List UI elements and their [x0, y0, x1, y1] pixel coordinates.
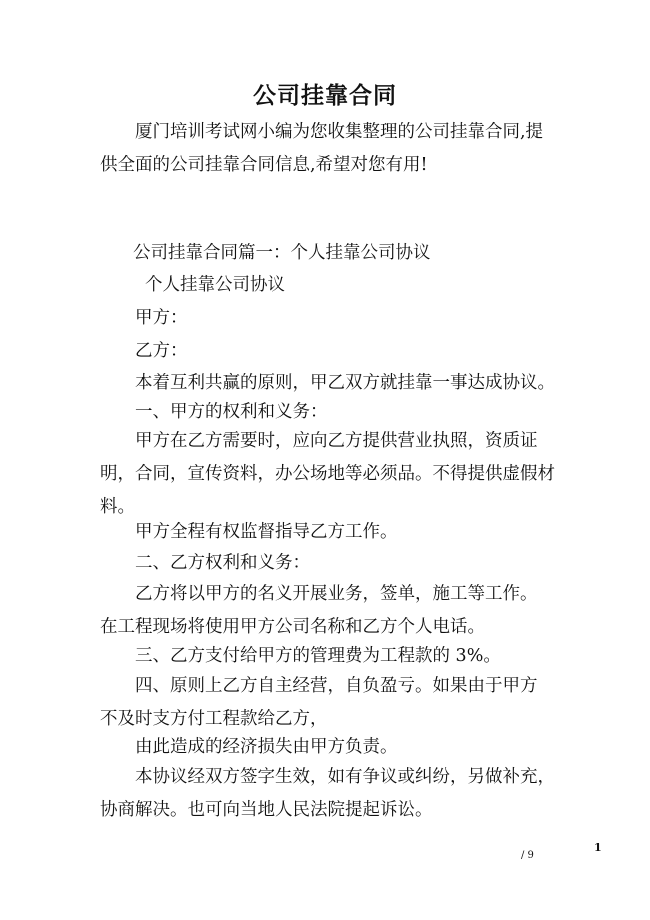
party-a-label: 甲方： — [135, 308, 188, 328]
clause-1-line-3: 料。 — [100, 497, 135, 517]
clause-6-text: 由此造成的经济损失由甲方负责。 — [135, 737, 398, 757]
clause-5-paragraph — [100, 670, 555, 736]
clause-1-paragraph — [100, 425, 555, 524]
clause-1-line-2: 明，合同，宣传资料，办公场地等必须品。不得提供虚假材 — [100, 464, 555, 484]
clause-3-line-1: 乙方将以甲方的名义开展业务，签单，施工等工作。 — [135, 584, 538, 604]
intro-line-2: 供全面的公司挂靠合同信息,希望对您有用! — [100, 155, 428, 175]
clause-5-line-1: 四、原则上乙方自主经营，自负盈亏。如果由于甲方 — [135, 676, 538, 696]
clause-7-paragraph — [100, 761, 555, 827]
page-of-total: / 9 — [521, 850, 534, 861]
section-heading: 公司挂靠合同篇一：个人挂靠公司协议 — [133, 243, 431, 263]
clause-2-text: 甲方全程有权监督指导乙方工作。 — [135, 522, 398, 542]
intro-line-1: 厦门培训考试网小编为您收集整理的公司挂靠合同,提 — [135, 122, 544, 142]
heading-party-b-rights: 二、乙方权利和义务： — [135, 553, 310, 573]
principle-text: 本着互利共赢的原则，甲乙双方就挂靠一事达成协议。 — [135, 373, 555, 393]
clause-4-text: 三、乙方支付给甲方的管理费为工程款的 3%。 — [135, 646, 501, 666]
clause-7-line-2: 协商解决。也可向当地人民法院提起诉讼。 — [100, 800, 433, 820]
clause-7-line-1: 本协议经双方签字生效，如有争议或纠纷，另做补充， — [135, 767, 555, 787]
party-b-label: 乙方： — [135, 341, 188, 361]
document-title: 公司挂靠合同 — [253, 83, 397, 109]
clause-5-line-2: 不及时支方付工程款给乙方， — [100, 709, 328, 729]
intro-paragraph — [100, 116, 555, 182]
agreement-title: 个人挂靠公司协议 — [145, 275, 285, 295]
page-number: 1 — [594, 841, 602, 854]
clause-1-line-1: 甲方在乙方需要时，应向乙方提供营业执照，资质证 — [135, 431, 538, 451]
heading-party-a-rights: 一、甲方的权利和义务： — [135, 402, 328, 422]
clause-3-line-2: 在工程现场将使用甲方公司名称和乙方个人电话。 — [100, 617, 485, 637]
clause-3-paragraph — [100, 578, 555, 644]
